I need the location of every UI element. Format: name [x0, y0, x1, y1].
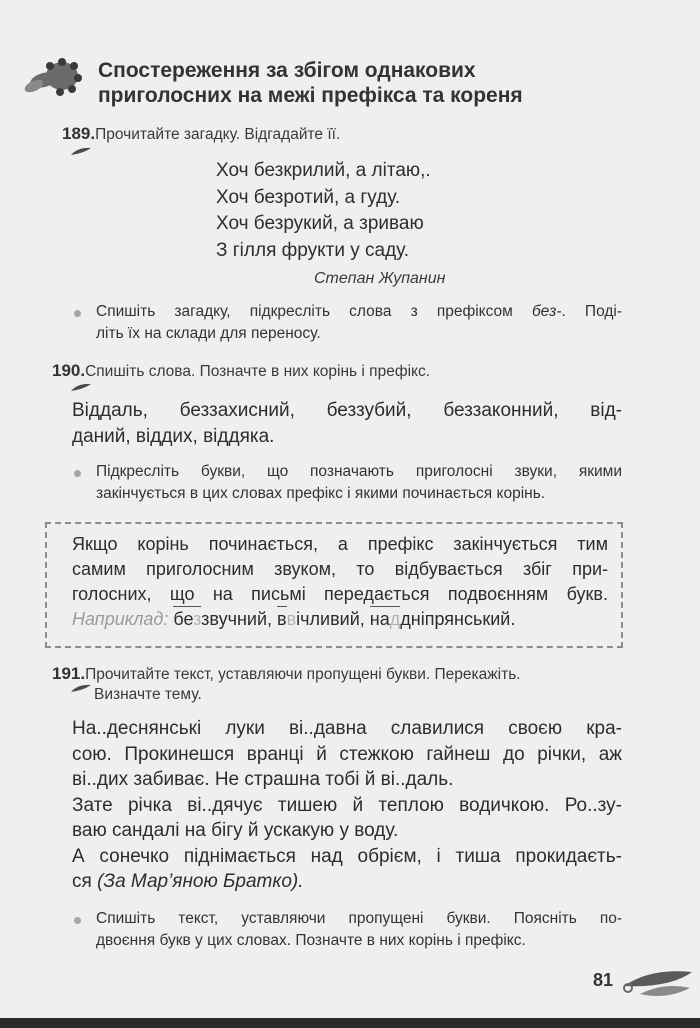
exercise-task: Прочитайте текст, уставляючи пропущені букви. Перекажіть.	[85, 666, 521, 683]
text-line: ві..дих забиває. Не страшна тобі й ві..даль.	[72, 769, 454, 790]
flower-icon	[22, 56, 84, 100]
exercise-191-text	[72, 716, 622, 895]
exercise-191-header	[52, 664, 632, 704]
rule-text	[72, 532, 608, 632]
page-number: 81	[593, 970, 614, 990]
exercise-number: 189.	[62, 124, 96, 143]
poem-line: З гілля фрукти у саду.	[216, 239, 410, 261]
words-line: даний, віддих, віддяка.	[72, 425, 275, 447]
text-fragment: ся	[72, 871, 98, 892]
poem-line: Хоч безрукий, а зриваю	[216, 213, 424, 234]
poem-line: Хоч безкрилий, а літаю,.	[216, 160, 431, 181]
bullet-icon	[74, 470, 81, 477]
text-line: А сонечко піднімається над обрієм, і тиша прокидаєть-	[72, 845, 622, 867]
leaf-decoration-icon	[620, 964, 696, 1004]
example-word-rest: дніпрянський.	[400, 609, 516, 629]
bullet-text: Спишіть загадку, підкресліть слова з префіксом	[96, 303, 532, 320]
example-word-rest: звучний,	[201, 609, 273, 629]
bullet-text: Підкресліть букви, що позначають приголосні звуки, якими	[96, 463, 622, 480]
text-line: На..деснянські луки ві..давна славилися своєю кра-	[72, 718, 622, 739]
page-bottom-border	[0, 1018, 700, 1028]
doubled-letter: з	[193, 609, 202, 629]
prefix-mark	[173, 609, 201, 629]
rule-line: голосних, що на письмі передається подвоєнням букв.	[72, 584, 608, 604]
text-line: ваю сандалі на бігу й ускакую у воду.	[72, 820, 399, 841]
rule-example-line	[72, 607, 608, 632]
prefix-mark	[370, 609, 400, 629]
pen-icon	[70, 383, 92, 393]
exercise-190-bullet	[96, 461, 622, 505]
section-title-line-1: Спостереження за збігом однакових	[98, 59, 476, 82]
poem-line: Хоч безротий, а гуду.	[216, 186, 401, 208]
doubled-letter: д	[389, 609, 401, 629]
text-source: (За Мар’яною Братко).	[97, 871, 304, 892]
example-label: Наприклад:	[72, 609, 169, 629]
exercise-number: 191.	[52, 664, 86, 683]
bullet-text: літь їх на склади для переносу.	[96, 325, 321, 342]
text-line	[72, 869, 622, 895]
exercise-task: Визначте тему.	[94, 686, 202, 703]
doubled-letter: в	[286, 609, 297, 629]
example-word-rest: ічливий,	[296, 609, 365, 629]
bullet-text: двоєння букв у цих словах. Позначте в них корінь і префікс.	[96, 932, 526, 949]
exercise-task: Спишіть слова. Позначте в них корінь і префікс.	[85, 363, 431, 380]
exercise-190-header	[52, 361, 430, 381]
prefix-example: без-	[531, 303, 562, 320]
exercise-189-bullet	[96, 301, 622, 345]
example-prefix: на	[369, 609, 390, 629]
example-prefix: в	[277, 609, 287, 629]
bullet-icon	[74, 310, 81, 317]
exercise-number: 190.	[52, 361, 86, 380]
text-line: Зате річка ві..дячує тишею й теплою водичкою. Ро..зу-	[72, 794, 622, 816]
exercise-191-bullet	[96, 908, 622, 952]
rule-line: самим приголосним звуком, то відбувається збіг при-	[72, 559, 608, 579]
bullet-text: закінчується в цих словах префікс і якими починається корінь.	[96, 485, 546, 502]
pen-icon	[70, 684, 92, 694]
text-line: сою. Прокинешся вранці й стежкою гайнеш до річки, аж	[72, 743, 622, 765]
riddle-poem	[216, 158, 431, 264]
words-line: Віддаль, беззахисний, беззубий, беззаконний, від-	[72, 400, 622, 421]
prefix-mark	[277, 609, 287, 629]
pen-icon	[70, 147, 92, 157]
exercise-task: Прочитайте загадку. Відгадайте її.	[95, 126, 341, 143]
bullet-text: Спишіть текст, уставляючи пропущені букви. Поясніть по-	[96, 910, 622, 927]
section-title	[98, 58, 658, 108]
exercise-189-header	[62, 124, 340, 144]
bullet-icon	[74, 917, 81, 924]
example-prefix: бе	[173, 609, 194, 629]
rule-line: Якщо корінь починається, а префікс закінчується тим	[72, 534, 608, 554]
poem-author: Степан Жупанин	[314, 270, 446, 287]
exercise-190-words	[72, 398, 622, 449]
section-title-line-2: приголосних на межі префікса та кореня	[98, 84, 523, 107]
bullet-text: . Поді-	[561, 303, 622, 320]
